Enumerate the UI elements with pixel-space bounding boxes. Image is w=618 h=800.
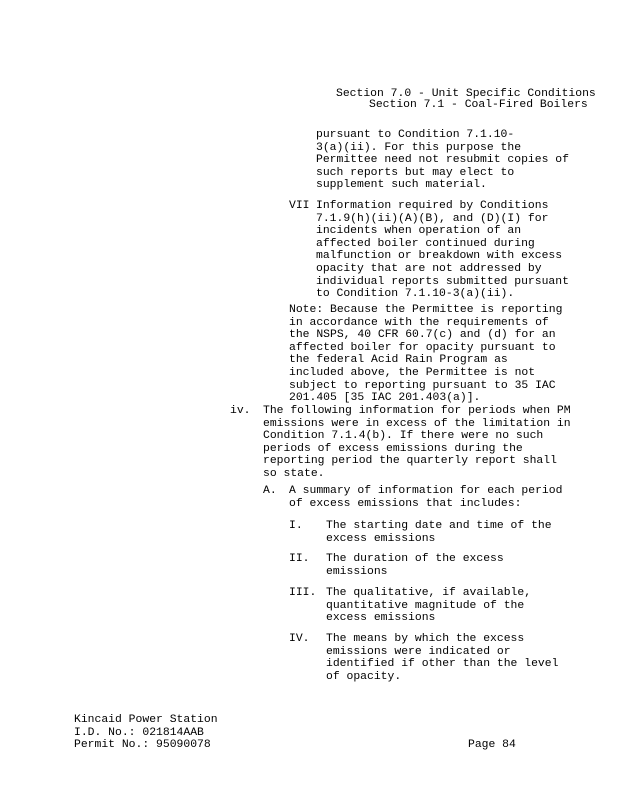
text-line: opacity that are not addressed by	[316, 262, 542, 275]
text-line: such reports but may elect to	[316, 166, 515, 179]
subitem-ii-text	[326, 553, 504, 578]
text-line: affected boiler for opacity pursuant to	[289, 341, 556, 354]
item-a-marker: A.	[263, 485, 277, 497]
text-line: supplement such material.	[316, 179, 487, 192]
text-line: affected boiler continued during	[316, 237, 535, 250]
text-line: incidents when operation of an	[316, 225, 522, 238]
page-number: Page 84	[468, 739, 516, 751]
text-line: 201.405 [35 IAC 201.403(a)].	[289, 392, 481, 405]
item-vii-marker: VII	[289, 200, 310, 212]
text-line: individual reports submitted pursuant	[316, 275, 569, 288]
item-iv-text	[263, 405, 571, 481]
text-line: of opacity.	[326, 670, 402, 683]
subitem-ii-marker: II.	[289, 553, 310, 565]
text-line: 7.1.9(h)(ii)(A)(B), and (D)(I) for	[316, 212, 549, 225]
text-line: excess emissions	[326, 532, 436, 545]
text-line: The starting date and time of the	[326, 520, 552, 532]
subitem-i-marker: I.	[289, 520, 303, 532]
section-header-line1: Section 7.0 - Unit Specific Conditions	[336, 88, 596, 100]
item-vii-text	[316, 200, 569, 301]
text-line: Note: Because the Permittee is reporting	[289, 304, 563, 316]
text-line: identified if other than the level	[326, 658, 559, 671]
subitem-iii-marker: III.	[289, 587, 317, 599]
section-header-line2: Section 7.1 - Coal-Fired Boilers	[369, 99, 588, 111]
text-line: subject to reporting pursuant to 35 IAC	[289, 379, 556, 392]
item-iv-marker: iv.	[230, 405, 251, 417]
item-a-text	[289, 485, 562, 510]
text-line: emissions were in excess of the limitation in	[263, 417, 571, 430]
text-line: to Condition 7.1.10-3(a)(ii).	[316, 288, 515, 301]
text-line: of excess emissions that includes:	[289, 497, 522, 510]
subitem-iii-text	[326, 587, 531, 625]
id-number: I.D. No.: 021814AAB	[74, 726, 204, 739]
text-line: malfunction or breakdown with excess	[316, 250, 563, 263]
text-line: excess emissions	[326, 612, 436, 625]
permit-number: Permit No.: 95090078	[74, 739, 211, 752]
text-line: Information required by Conditions	[316, 200, 549, 212]
subitem-iv-marker: IV.	[289, 633, 310, 645]
text-line: the federal Acid Rain Program as	[289, 354, 508, 367]
text-line: quantitative magnitude of the	[326, 599, 525, 612]
text-line: periods of excess emissions during the	[263, 442, 523, 455]
text-line: reporting period the quarterly report shall	[263, 455, 557, 468]
text-line: emissions were indicated or	[326, 645, 511, 658]
text-line: A summary of information for each period	[289, 485, 563, 497]
subitem-i-text	[326, 520, 552, 545]
text-line: Condition 7.1.4(b). If there were no such	[263, 430, 544, 443]
text-line: The following information for periods when PM	[263, 405, 571, 417]
subitem-iv-text	[326, 633, 558, 683]
text-line: The qualitative, if available,	[326, 587, 532, 599]
text-line: included above, the Permittee is not	[289, 366, 536, 379]
text-line: Permittee need not resubmit copies of	[316, 154, 569, 167]
continuation-paragraph	[316, 129, 569, 192]
facility-name: Kincaid Power Station	[74, 714, 218, 726]
text-line: the NSPS, 40 CFR 60.7(c) and (d) for an	[289, 329, 556, 342]
text-line: emissions	[326, 565, 388, 578]
footer-facility-info	[74, 714, 218, 752]
text-line: 3(a)(ii). For this purpose the	[316, 141, 522, 154]
text-line: The duration of the excess	[326, 553, 504, 565]
text-line: in accordance with the requirements of	[289, 316, 549, 329]
text-line: pursuant to Condition 7.1.10-	[316, 129, 515, 141]
text-line: The means by which the excess	[326, 633, 525, 645]
note-paragraph	[289, 304, 562, 405]
text-line: so state.	[263, 467, 325, 480]
